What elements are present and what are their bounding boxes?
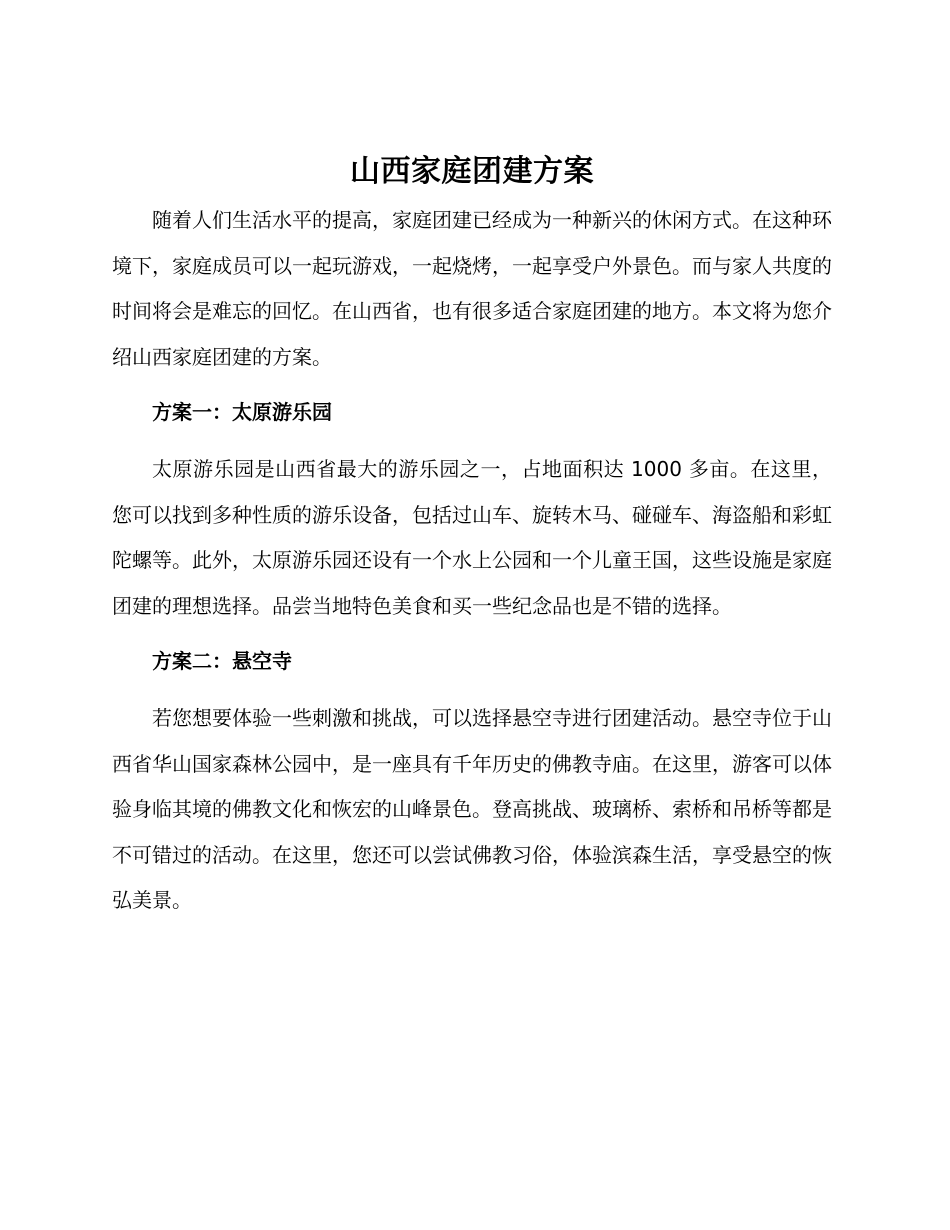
- section-heading: 方案二：悬空寺: [152, 649, 292, 673]
- section-2: [112, 636, 832, 924]
- section-1: [112, 387, 832, 629]
- section-paragraph: 太原游乐园是山西省最大的游乐园之一，占地面积达 1000 多亩。在这里，您可以找到多种性质的游乐设备，包括过山车、旋转木马、碰碰车、海盗船和彩虹陀螺等。此外，太原游乐园还设有一个水上公园和一个儿童王国，这些设施是家庭团建的理想选择。品尝当地特色美食和买一些纪念品也是不错的选择。: [112, 457, 832, 618]
- document-page: [112, 148, 832, 924]
- section-heading: 方案一：太原游乐园: [152, 400, 332, 424]
- section-paragraph: 若您想要体验一些刺激和挑战，可以选择悬空寺进行团建活动。悬空寺位于山西省华山国家森林公园中，是一座具有千年历史的佛教寺庙。在这里，游客可以体验身临其境的佛教文化和恢宏的山峰景色。登高挑战、玻璃桥、索桥和吊桥等都是不可错过的活动。在这里，您还可以尝试佛教习俗，体验滨森生活，享受悬空的恢弘美景。: [112, 706, 832, 912]
- intro-paragraph: 随着人们生活水平的提高，家庭团建已经成为一种新兴的休闲方式。在这种环境下，家庭成员可以一起玩游戏，一起烧烤，一起享受户外景色。而与家人共度的时间将会是难忘的回忆。在山西省，也有很多适合家庭团建的地方。本文将为您介绍山西家庭团建的方案。: [112, 208, 832, 369]
- document-title: 山西家庭团建方案: [350, 154, 594, 189]
